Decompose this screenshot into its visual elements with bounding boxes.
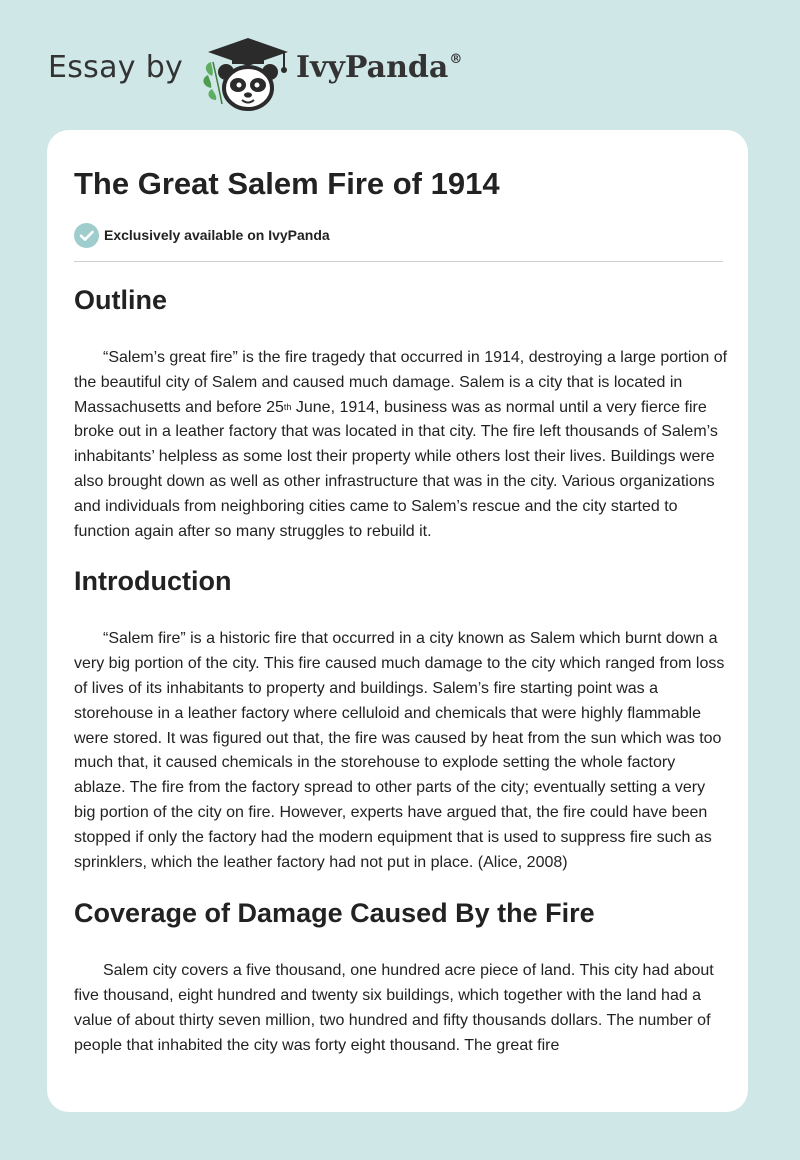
panda-graduation-cap-icon[interactable] [198,34,294,114]
superscript-th: th [283,401,292,412]
essay-by-label: Essay by [48,50,184,85]
exclusive-badge [74,222,330,248]
registered-mark: ® [449,52,463,67]
site-header [0,0,800,130]
divider [74,261,723,262]
article-card [47,130,748,1112]
section-heading-introduction: Introduction [74,566,232,597]
check-circle-icon [74,223,99,248]
coverage-paragraph: Salem city covers a five thousand, one hundred acre piece of land. This city had about five thousand, eight hundred and twenty six buildings, which together with the land had a value of about thirty seven million, two hundred and fifty thousands dollars. The number of people that inhabited the city was forty eight thousand. The great fire [74,962,714,1054]
article-body [74,282,729,1059]
outline-paragraph: “Salem’s great fire” is the fire tragedy that occurred in 1914, destroying a large portion of the beautiful city of Salem and caused much damage. Salem is a city that is located in Massachusetts and before 25th June, 1914, business was as normal until a very fierce fire broke out in a leather factory that was located in that city. The fire left thousands of Salem’s inhabitants’ helpless as some lost their property while others lost their lives. Buildings were also brought down as well as other infrastructure that was in the city. Various organizations and individuals from neighboring cities came to Salem’s rescue and the city started to function again after so many struggles to rebuild it. [74,349,728,540]
section-heading-coverage: Coverage of Damage Caused By the Fire [74,898,595,929]
introduction-paragraph: “Salem fire” is a historic fire that occurred in a city known as Salem which burnt down a very big portion of the city. This fire caused much damage to the city which ranged from loss of lives of its inhabitants to property and buildings. Salem’s fire starting point was a storehouse in a leather factory where celluloid and chemicals that were highly flammable were stored. It was figured out that, the fire was caused by heat from the sun which was too much that, it caused chemicals in the storehouse to explode setting the whole factory ablaze. The fire from the factory spread to other parts of the city; eventually setting a very big portion of the city on fire. However, experts have argued that, the fire could have been stopped if only the factory had the modern equipment that is used to suppress fire such as sprinklers, which the leather factory had not put in place. (Alice, 2008) [74,630,725,871]
exclusive-badge-text: Exclusively available on IvyPanda [104,227,330,243]
page-title: The Great Salem Fire of 1914 [74,166,500,201]
brand-name[interactable]: IvyPanda® [296,50,463,85]
section-heading-outline: Outline [74,285,167,315]
